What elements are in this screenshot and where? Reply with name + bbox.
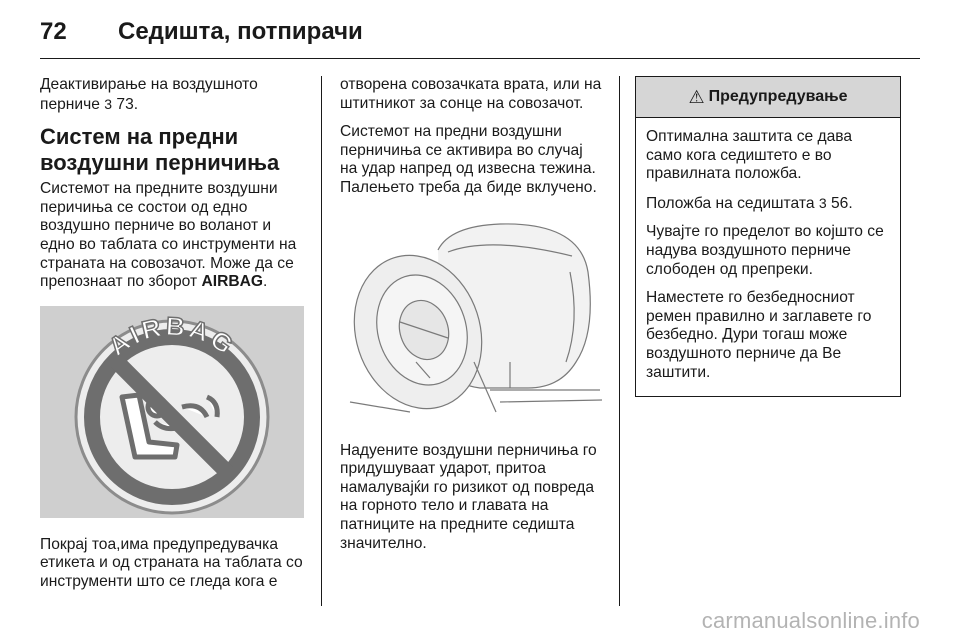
watermark: carmanualsonline.info	[701, 608, 920, 633]
section-heading: Систем на предни воздушни перничиња	[40, 124, 280, 176]
cross-reference-icon: 3	[818, 194, 827, 211]
inflated-airbags-figure	[340, 212, 604, 424]
inflated-airbags-paragraph: Надуените воздушни перничиња го придушуваат ударот, притоа намалуваjќи го ризикот од повреда на горното тело и главата на патниците на предните седишта значително.	[340, 441, 597, 552]
column-left	[40, 76, 306, 602]
page-header	[40, 14, 363, 50]
column-middle	[340, 76, 604, 563]
label-location-paragraph: Покрај тоа,има предупредувачка етикета и од страната на таблата со инструменти што се гледа кога е	[40, 535, 303, 590]
warning-title: Предупредување	[708, 87, 848, 105]
system-paragraph: Системот на предните воздушни перичиња се состои од едно воздушно перниче во воланот и едно во таблата со инструменти на страната на совозачот. Може да се препознаат по зборот AIRBAG.	[40, 180, 297, 291]
page-title: Седишта, потпирачи	[118, 18, 363, 45]
cross-reference-icon: 3	[104, 95, 113, 112]
warning-header	[636, 77, 900, 118]
page-reference-link[interactable]: 56	[830, 194, 849, 212]
column-divider-1	[321, 76, 322, 606]
steering-wheel-airbag-illustration	[340, 212, 604, 424]
activation-paragraph: Системот на предни воздушни перничиња се активира во случај на удар напред од извесна тежина. Палењето треба да биде вклучено.	[340, 123, 597, 196]
door-paragraph: отворена совозачката врата, или на штитникот за сонце на совозачот.	[340, 76, 602, 112]
warning-body	[636, 118, 900, 396]
warning-paragraph-3: Чувајте го пределот во којшто се надува воздушното перниче слободен од препреки.	[646, 223, 884, 278]
header-rule	[40, 58, 920, 59]
warning-paragraph-4: Наместете го безбедносниот ремен правилно и заглавете го безбедно. Дури тогаш може воздушното перниче да Ве заштити.	[646, 289, 872, 381]
warning-paragraph-1: Оптимална заштита се дава само кога седиштето е во правилната положба.	[646, 128, 853, 183]
no-child-seat-icon	[57, 307, 287, 517]
page-reference-link[interactable]: 73	[116, 95, 134, 113]
airbag-keyword: AIRBAG	[201, 273, 263, 291]
page-number: 72	[40, 18, 67, 45]
airbag-warning-label-figure	[40, 306, 304, 518]
warning-triangle-icon: ⚠	[688, 86, 705, 107]
svg-text:AIRBAG: AIRBAG	[102, 310, 242, 362]
column-divider-2	[619, 76, 620, 606]
warning-box	[635, 76, 901, 397]
intro-paragraph: Деактивирање на воздушното перниче 3 73.	[40, 76, 258, 113]
warning-paragraph-2: Положба на седиштата 3 56.	[646, 194, 853, 212]
